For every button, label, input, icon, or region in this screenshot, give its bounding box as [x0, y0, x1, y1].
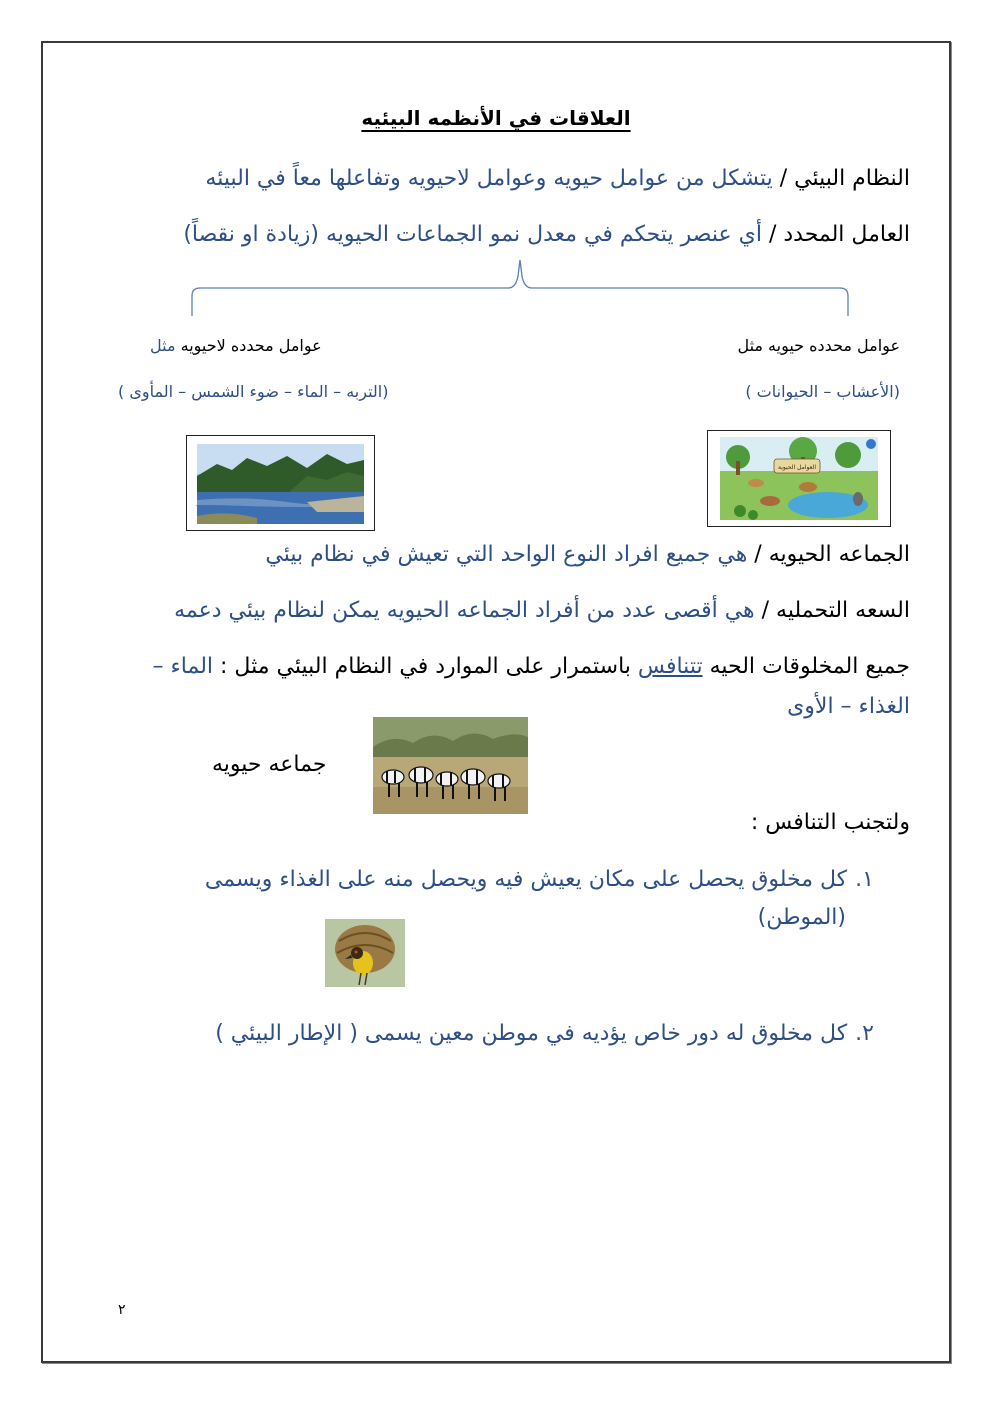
list-text: كل مخلوق له دور خاص يؤديه في موطن معين يسمى ( الإطار البيئي ): [215, 1021, 848, 1046]
page-number: ٢: [118, 1302, 126, 1318]
list-number: ١.: [855, 867, 874, 892]
svg-text:العوامل الحيوية: العوامل الحيوية: [778, 464, 816, 471]
list-number: ٢.: [855, 1021, 874, 1046]
list-item-cont: (الموطن): [757, 905, 846, 930]
abiotic-heading: عوامل محدده لاحيويه مثل: [150, 336, 322, 355]
population-label: جماعه حيويه: [212, 752, 327, 777]
biotic-factors-image: [707, 430, 891, 527]
list-text: كل مخلوق يحصل على مكان يعيش فيه ويحصل منه على الغذاء ويسمى: [204, 867, 848, 892]
term: العامل المحدد /: [768, 222, 910, 247]
competition-sentence: جميع المخلوقات الحيه تتنافس باستمرار على الموارد في النظام البيئي مثل : الماء –: [152, 654, 910, 679]
abiotic-examples: (التربه – الماء – ضوء الشمس – المأوى ): [118, 382, 389, 401]
definition-text: يتشكل من عوامل حيويه وعوامل لاحيويه وتفاعلها معاً في البيئه: [205, 166, 773, 191]
term: الجماعه الحيويه /: [754, 542, 910, 567]
term: السعه التحمليه /: [761, 598, 910, 623]
competition-sentence-cont: الغذاء – الأوى: [787, 694, 910, 719]
definition-text: هي أقصى عدد من أفراد الجماعه الحيويه يمكن لنظام بيئي دعمه: [174, 598, 755, 623]
definition-text: أي عنصر يتحكم في معدل نمو الجماعات الحيويه (زيادة او نقصاً): [183, 222, 762, 247]
definition-text: هي جميع افراد النوع الواحد التي تعيش في نظام بيئي: [265, 542, 748, 567]
biotic-heading: عوامل محدده حيويه مثل: [737, 336, 900, 355]
biotic-examples: (الأعشاب – الحيوانات ): [745, 382, 900, 401]
definition-population: [265, 542, 910, 567]
avoid-competition-heading: ولتجنب التنافس :: [750, 810, 910, 835]
zebra-herd-image: [373, 717, 528, 814]
definition-limiting-factor: [183, 222, 910, 247]
list-item: [159, 1016, 874, 1052]
page-title: العلاقات في الأنظمه البيئيه: [361, 106, 631, 130]
definition-carrying-capacity: [174, 598, 910, 623]
definition-ecosystem: [205, 166, 910, 191]
term: النظام البيئي /: [779, 166, 910, 191]
list-item: [159, 862, 874, 898]
brace-divider: [190, 258, 850, 320]
river-landscape-image: [186, 435, 375, 531]
underlined-word: تتنافس: [637, 654, 703, 679]
weaver-bird-nest-image: [325, 919, 405, 987]
